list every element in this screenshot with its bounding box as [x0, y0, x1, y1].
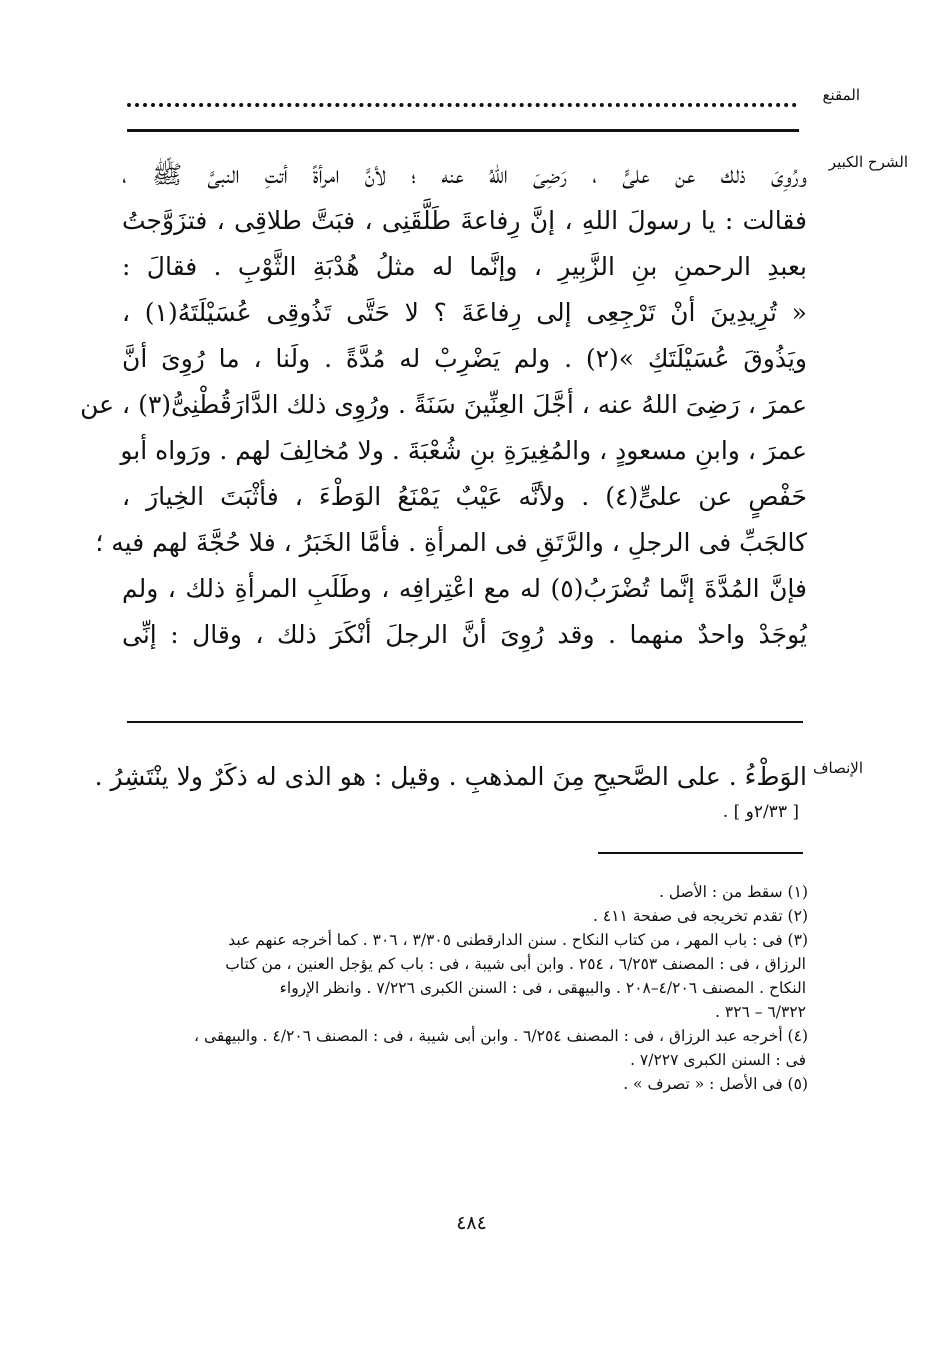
footnote-line: ٦/٣٢٢ – ٣٢٦ .: [715, 1003, 806, 1021]
insaf-text-line: الوَطْءُ . على الصَّحيحِ مِنَ المذهبِ . وقيل : هو الذى له ذكَرٌ ولا ينْتَشِرُ .: [94, 762, 807, 791]
main-text-line: عمرَ ، وابنِ مسعودٍ ، والمُغِيرَةِ بنِ شُعْبَةَ . ولا مُخالِفَ لهم . ورَواه أبو: [120, 436, 807, 465]
footnote: [118, 904, 808, 928]
footnote-line: (٤) أخرجه عبد الرزاق ، فى : المصنف ٦/٢٥٤ . وابن أبى شيبة ، فى : المصنف ٤/٢٠٦ . والبيهقى ،: [194, 1027, 808, 1045]
footnote-line: الرزاق ، فى : المصنف ٦/٢٥٣ ، ٢٥٤ . وابن أبى شيبة ، فى : باب كم يؤجل العنين ، من كتاب: [225, 955, 806, 973]
main-text-line: فإنَّ المُدَّةَ إنَّما تُضْرَبُ(٥) له مع اعْتِرافِه ، وطَلَبِ المرأةِ ذلك ، ولم: [122, 574, 807, 603]
page-number: ٤٨٤: [456, 1212, 487, 1234]
running-title: المقنع: [822, 86, 860, 104]
footnote: [118, 1072, 808, 1096]
main-text-line: عمرَ ، رَضِىَ اللهُ عنه ، أجَّلَ العِنِّينَ سَنَةً . ورُوِى ذلك الدَّارَقُطْنِىُّ(٣) ، عن: [80, 390, 807, 419]
footnote-line: (٢) تقدم تخريجه فى صفحة ٤١١ .: [593, 907, 808, 925]
footnote-line: النكاح . المصنف ٤/٢٠٦–٢٠٨ . والبيهقى ، فى : السنن الكبرى ٧/٢٢٦ . وانظر الإرواء: [279, 979, 806, 997]
insaf-reference: [ ٢/٣٣و ] .: [722, 802, 799, 822]
main-text-line: يُوجَدْ واحدٌ منهما . وقد رُوِىَ أنَّ الرجلَ أنْكَرَ ذلك ، وقال : إنِّى: [122, 620, 807, 649]
footnote-line: (٥) فى الأصل : « تصرف » .: [623, 1075, 808, 1093]
footnotes-block: [118, 880, 808, 1096]
footnote: [118, 880, 808, 904]
sharh-label: الشرح الكبير: [828, 153, 908, 171]
main-text-line: ورُوِىَ ذلك عن علىٍّ ، رَضِىَ اللهُ عنه ؛ لأنَّ امرأةً أتتِ النبىَّ ﷺ ،: [122, 160, 807, 189]
section-separator: [127, 721, 803, 723]
footnote: [118, 1024, 808, 1072]
main-text-line: ويَذُوقَ عُسَيْلَتَكِ »(٢) . ولم يَضْرِبْ له مُدَّةً . ولَنا ، ما رُوِىَ أنَّ: [122, 344, 808, 373]
footnote-line: (٣) فى : باب المهر ، من كتاب النكاح . سنن الدارقطنى ٣/٣٠٥ ، ٣٠٦ . كما أخرجه عنهم عبد: [228, 931, 808, 949]
insaf-label: الإنصاف: [812, 759, 863, 777]
footnote-line: فى : السنن الكبرى ٧/٢٢٧ .: [630, 1051, 806, 1069]
footnote-line: (١) سقط من : الأصل .: [659, 883, 808, 901]
header-dotted-line: [127, 103, 797, 107]
header-rule: [127, 129, 799, 132]
main-text-line: حَفْصٍ عن علىٍّ(٤) . ولأنَّه عَيْبٌ يَمْنَعُ الوَطْءَ ، فأثْبَتَ الخِيارَ ،: [122, 482, 807, 511]
footnote: [118, 928, 808, 1024]
footnote-rule: [598, 852, 803, 854]
main-text-line: كالجَبِّ فى الرجلِ ، والرَّتَقِ فى المرأةِ . فأمَّا الخَبَرُ ، فلا حُجَّةَ لهم فيه ؛: [95, 528, 807, 557]
main-text-line: بعبدِ الرحمنِ بنِ الزَّبِيرِ ، وإنَّما له مثلُ هُدْبَةِ الثَّوْبِ . فقالَ :: [122, 252, 807, 281]
main-text-line: « تُرِيدِينَ أنْ تَرْجِعِى إلى رِفاعَةَ ؟ لا حَتَّى تَذُوقِى عُسَيْلَتَهُ(١) ،: [122, 298, 807, 327]
main-text-line: فقالت : يا رسولَ اللهِ ، إنَّ رِفاعةَ طَلَّقَنِى ، فبَتَّ طلاقِى ، فتزَوَّجتُ: [122, 206, 807, 235]
insaf-text-block: [94, 757, 807, 827]
main-text-block: [80, 152, 808, 658]
